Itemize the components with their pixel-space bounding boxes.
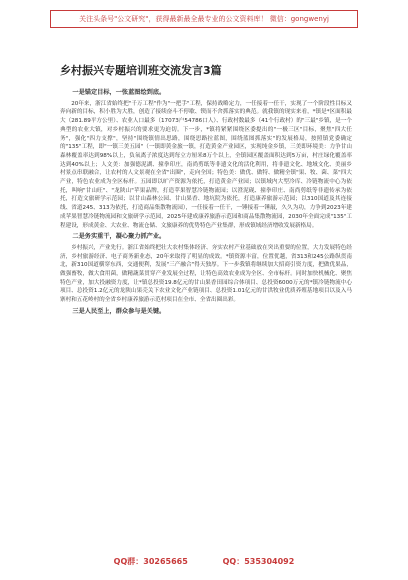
section-heading: 一是锚定目标，一张蓝图绘到底。 [72, 89, 166, 96]
section-heading: 二是务实重干，凝心聚力抓产业。 [72, 233, 166, 241]
section-heading: 三是人民至上，群众参与是关键。 [72, 307, 166, 315]
document-body [60, 86, 352, 319]
qq-group-text: QQ群：30265665 [113, 557, 188, 566]
contact-footer [0, 556, 408, 567]
document-title: 乡村振兴专题培训班交流发言3篇 [60, 64, 222, 77]
section-paragraph: 乡村振兴，产业先行。浙江省始终把壮大农村集体经济、夯实农村产业基础放在突出重要的位置，大力发展特色经济，乡村旅游经济、电子商务新业态，20年来取得了明显的成效。*镇资源丰富，位置优越，省313和245公路纵贯南北，新310国道横穿东西，交通便利，发展"三产融合"得天独厚。下一步我镇将继续加大招商引资力度，把做优果品，做强畜牧，做大食用菌，做精蔬菜贯穿产业发展全过程，让特色高效农业成为全区、全市标杆。同时加快机械化、聚焦特色产业，加大投融资力度，让*镇总投资19.8亿元的甘山果香田园综合体项目、总投资6000万元的*镇冷链物流中心项目、总投资1.2亿元的龙陕山果壳关下农业文化产业链项目、总投资1.01亿元的甘洪牧业优质养殖基地项目以及入马寨村和五花岭村的全省乡村康养旅游示范村项目在全市、全省出圈出彩。 [60, 244, 352, 304]
section-paragraph: 20年来，浙江省始终把"千万工程"作为"一把手"工程，保持战略定力，一任接着一任干，实现了一个阶段性目标又奔向新的目标，积小胜为大胜，创造了接续奋斗不停歇、锲而不舍抓落实的典范。就我镇的现实来看，*镇是*区面积最大（281.89平方公里）、农业人口最多（17073户54786口人）、行政村数最多（41个行政村）的"三最"乡镇，是一个典型的农业大镇，对乡村振兴的要求更为迫切。下一步，*镇将紧紧围绕区委提出的"一极三区"目标，聚焦"四大任务"，强化"四力支撑"，坚持"围绕镇情出思路，围绕思路拉蓝图，围绕蓝图抓落实"的发展格局，按照镇党委确定的"135"工程，即"一镇三美五园"（一镇即黄金旅一镇，打造黄金产业园区，实现纯金乡镇，三美即环境美：力争甘山森林覆盖率达到98%以上，负氧离子浓度达到每立方厘米8万个以上，全镇园区覆盖面积达到5万亩，村庄绿化覆盖率达到40%以上；人文美：加强德泥湖、撞拳印庄，南尚剪纸等非遗文化的活化利用，将非遗文化、地域文化、美丽乡村景点串联融合，让农村的人文景观在全省"出圈"，走向全国；特色美：做优、做特、做精全镇"果、牧、菌、菜"四大产业，特色农业成为全区标杆。五园即以旷产资源为依托，打造黄金产业园；以镇域内大型冷库、冷链物流中心为依托，叫响"甘山旺"、"龙陕山"苹果品牌，打造苹果智慧冷链物流园；以澄泥砚、撞拳印庄、南尚剪纸等非遗传承为依托，打造文旅研学示范园；以甘山森林公园、甘山果香、地坑院为依托，打造康养旅游示范园；以310国道及其连接线、省道245、313为依托，打造商品集散物流园），一任接着一任干，一锤接着一锤敲，久久为功，力争到2023年建成苹果智慧冷链物流园和文旅研学示范园，2025年建成康养旅游示范园和商品集散物流园，2030年全面完成"135"工程建设，形成黄金、大农业、物流仓储、文旅康养的优势特色产业集群，形成镇域经济增收发展新格局。 [60, 100, 352, 229]
promo-banner: 关注头条号"公文研究"，获得最新最全最专业的公文资料库！ 微信：gongwenyj [50, 10, 358, 28]
qq-text: QQ：535304092 [222, 557, 295, 566]
